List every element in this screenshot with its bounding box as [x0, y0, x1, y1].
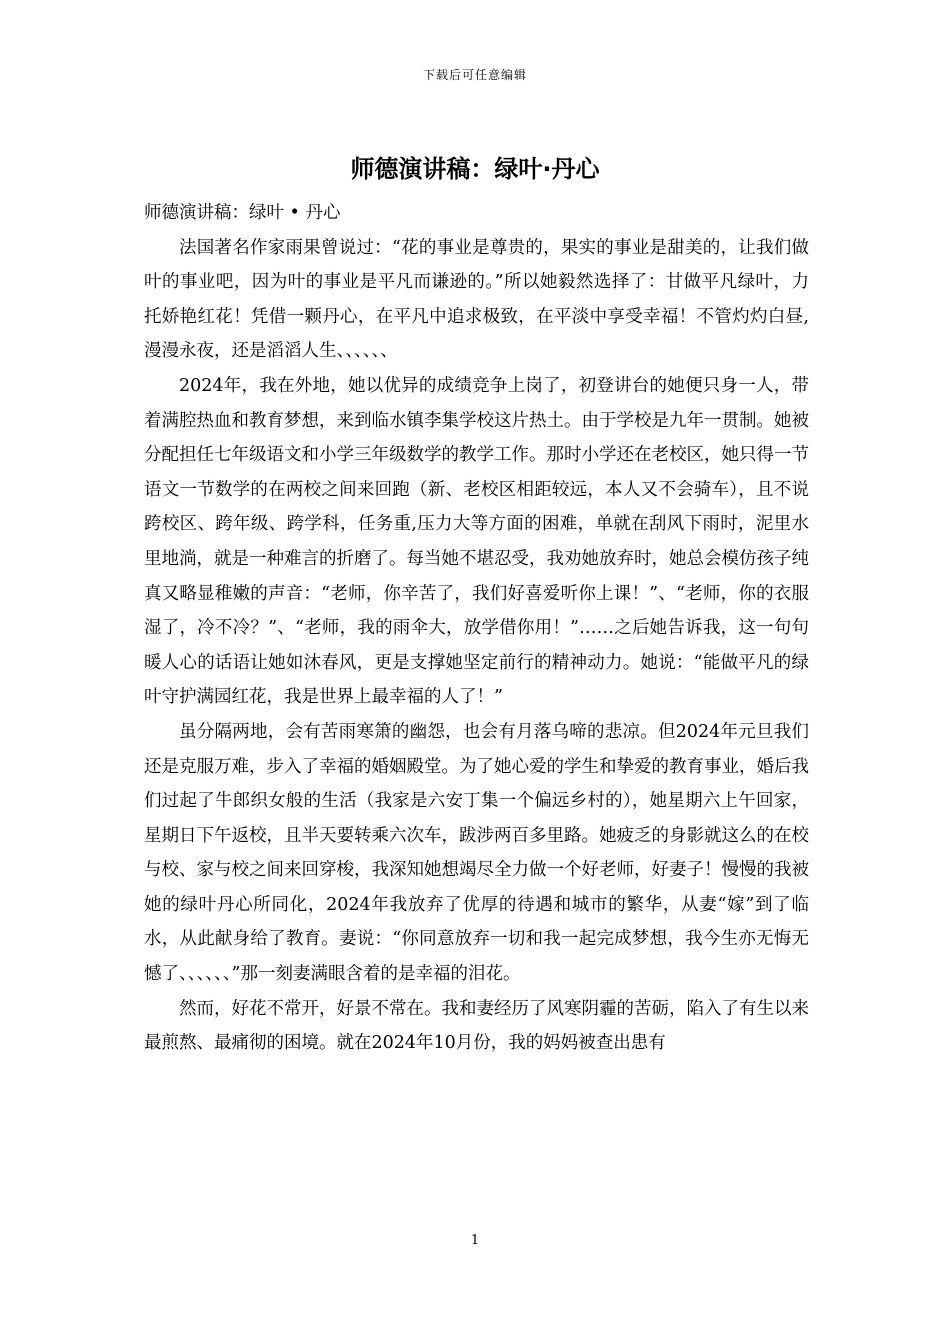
document-body: [144, 196, 809, 1061]
page-header-note: 下载后可任意编辑: [422, 68, 527, 82]
paragraph-3: 虽分隔两地，会有苦雨寒箫的幽怨，也会有月落乌啼的悲凉。但2024年元旦我们还是克服万难，步入了幸福的婚姻殿堂。为了她心爱的学生和挚爱的教育事业，婚后我们过起了牛郎织女般的生活（我家是六安丁集一个偏远乡村的），她星期六上午回家，星期日下午返校，且半天要转乘六次车，跋涉两百多里路。她疲乏的身影就这么的在校与校、家与校之间来回穿梭，我深知她想竭尽全力做一个好老师，好妻子！慢慢的我被她的绿叶丹心所同化，2024年我放弃了优厚的待遇和城市的繁华，从妻“嫁”到了临水，从此献身给了教育。妻说：“你同意放弃一切和我一起完成梦想，我今生亦无悔无憾了、、、、、、”那一刻妻满眼含着的是幸福的泪花。: [144, 721, 809, 985]
page-number: 1: [470, 1233, 480, 1248]
paragraph-1: 法国著名作家雨果曾说过：“花的事业是尊贵的，果实的事业是甜美的，让我们做叶的事业吧，因为叶的事业是平凡而谦逊的。”所以她毅然选择了：甘做平凡绿叶，力托娇艳红花！凭借一颗丹心，在平凡中追求极致，在平淡中享受幸福！不管灼灼白昼,漫漫永夜，还是滔滔人生、、、、、、: [144, 237, 809, 362]
paragraph-2: 2024年，我在外地，她以优异的成绩竞争上岗了，初登讲台的她便只身一人，带着满腔热血和教育梦想，来到临水镇李集学校这片热土。由于学校是九年一贯制。她被分配担任七年级语文和小学三年级数学的教学工作。那时小学还在老校区，她只得一节语文一节数学的在两校之间来回跑（新、老校区相距较远，本人又不会骑车），且不说跨校区、跨年级、跨学科，任务重,压力大等方面的困难，单就在刮风下雨时，泥里水里地淌，就是一种难言的折磨了。每当她不堪忍受，我劝她放弃时，她总会模仿孩子纯真又略显稚嫩的声音：“老师，你辛苦了，我们好喜爱听你上课！”、“老师，你的衣服湿了，冷不冷？”、“老师，我的雨伞大，放学借你用！”……之后她告诉我，这一句句暖人心的话语让她如沐春风，更是支撑她坚定前行的精神动力。她说：“能做平凡的绿叶守护满园红花，我是世界上最幸福的人了！”: [144, 375, 809, 708]
document-subtitle: 师德演讲稿：绿叶 • 丹心: [144, 203, 341, 223]
document-title: 师德演讲稿：绿叶·丹心: [350, 155, 600, 183]
paragraph-4: 然而，好花不常开，好景不常在。我和妻经历了风寒阴霾的苦砺，陷入了有生以来最煎熬、最痛彻的困境。就在2024年10月份，我的妈妈被查出患有: [144, 998, 809, 1054]
